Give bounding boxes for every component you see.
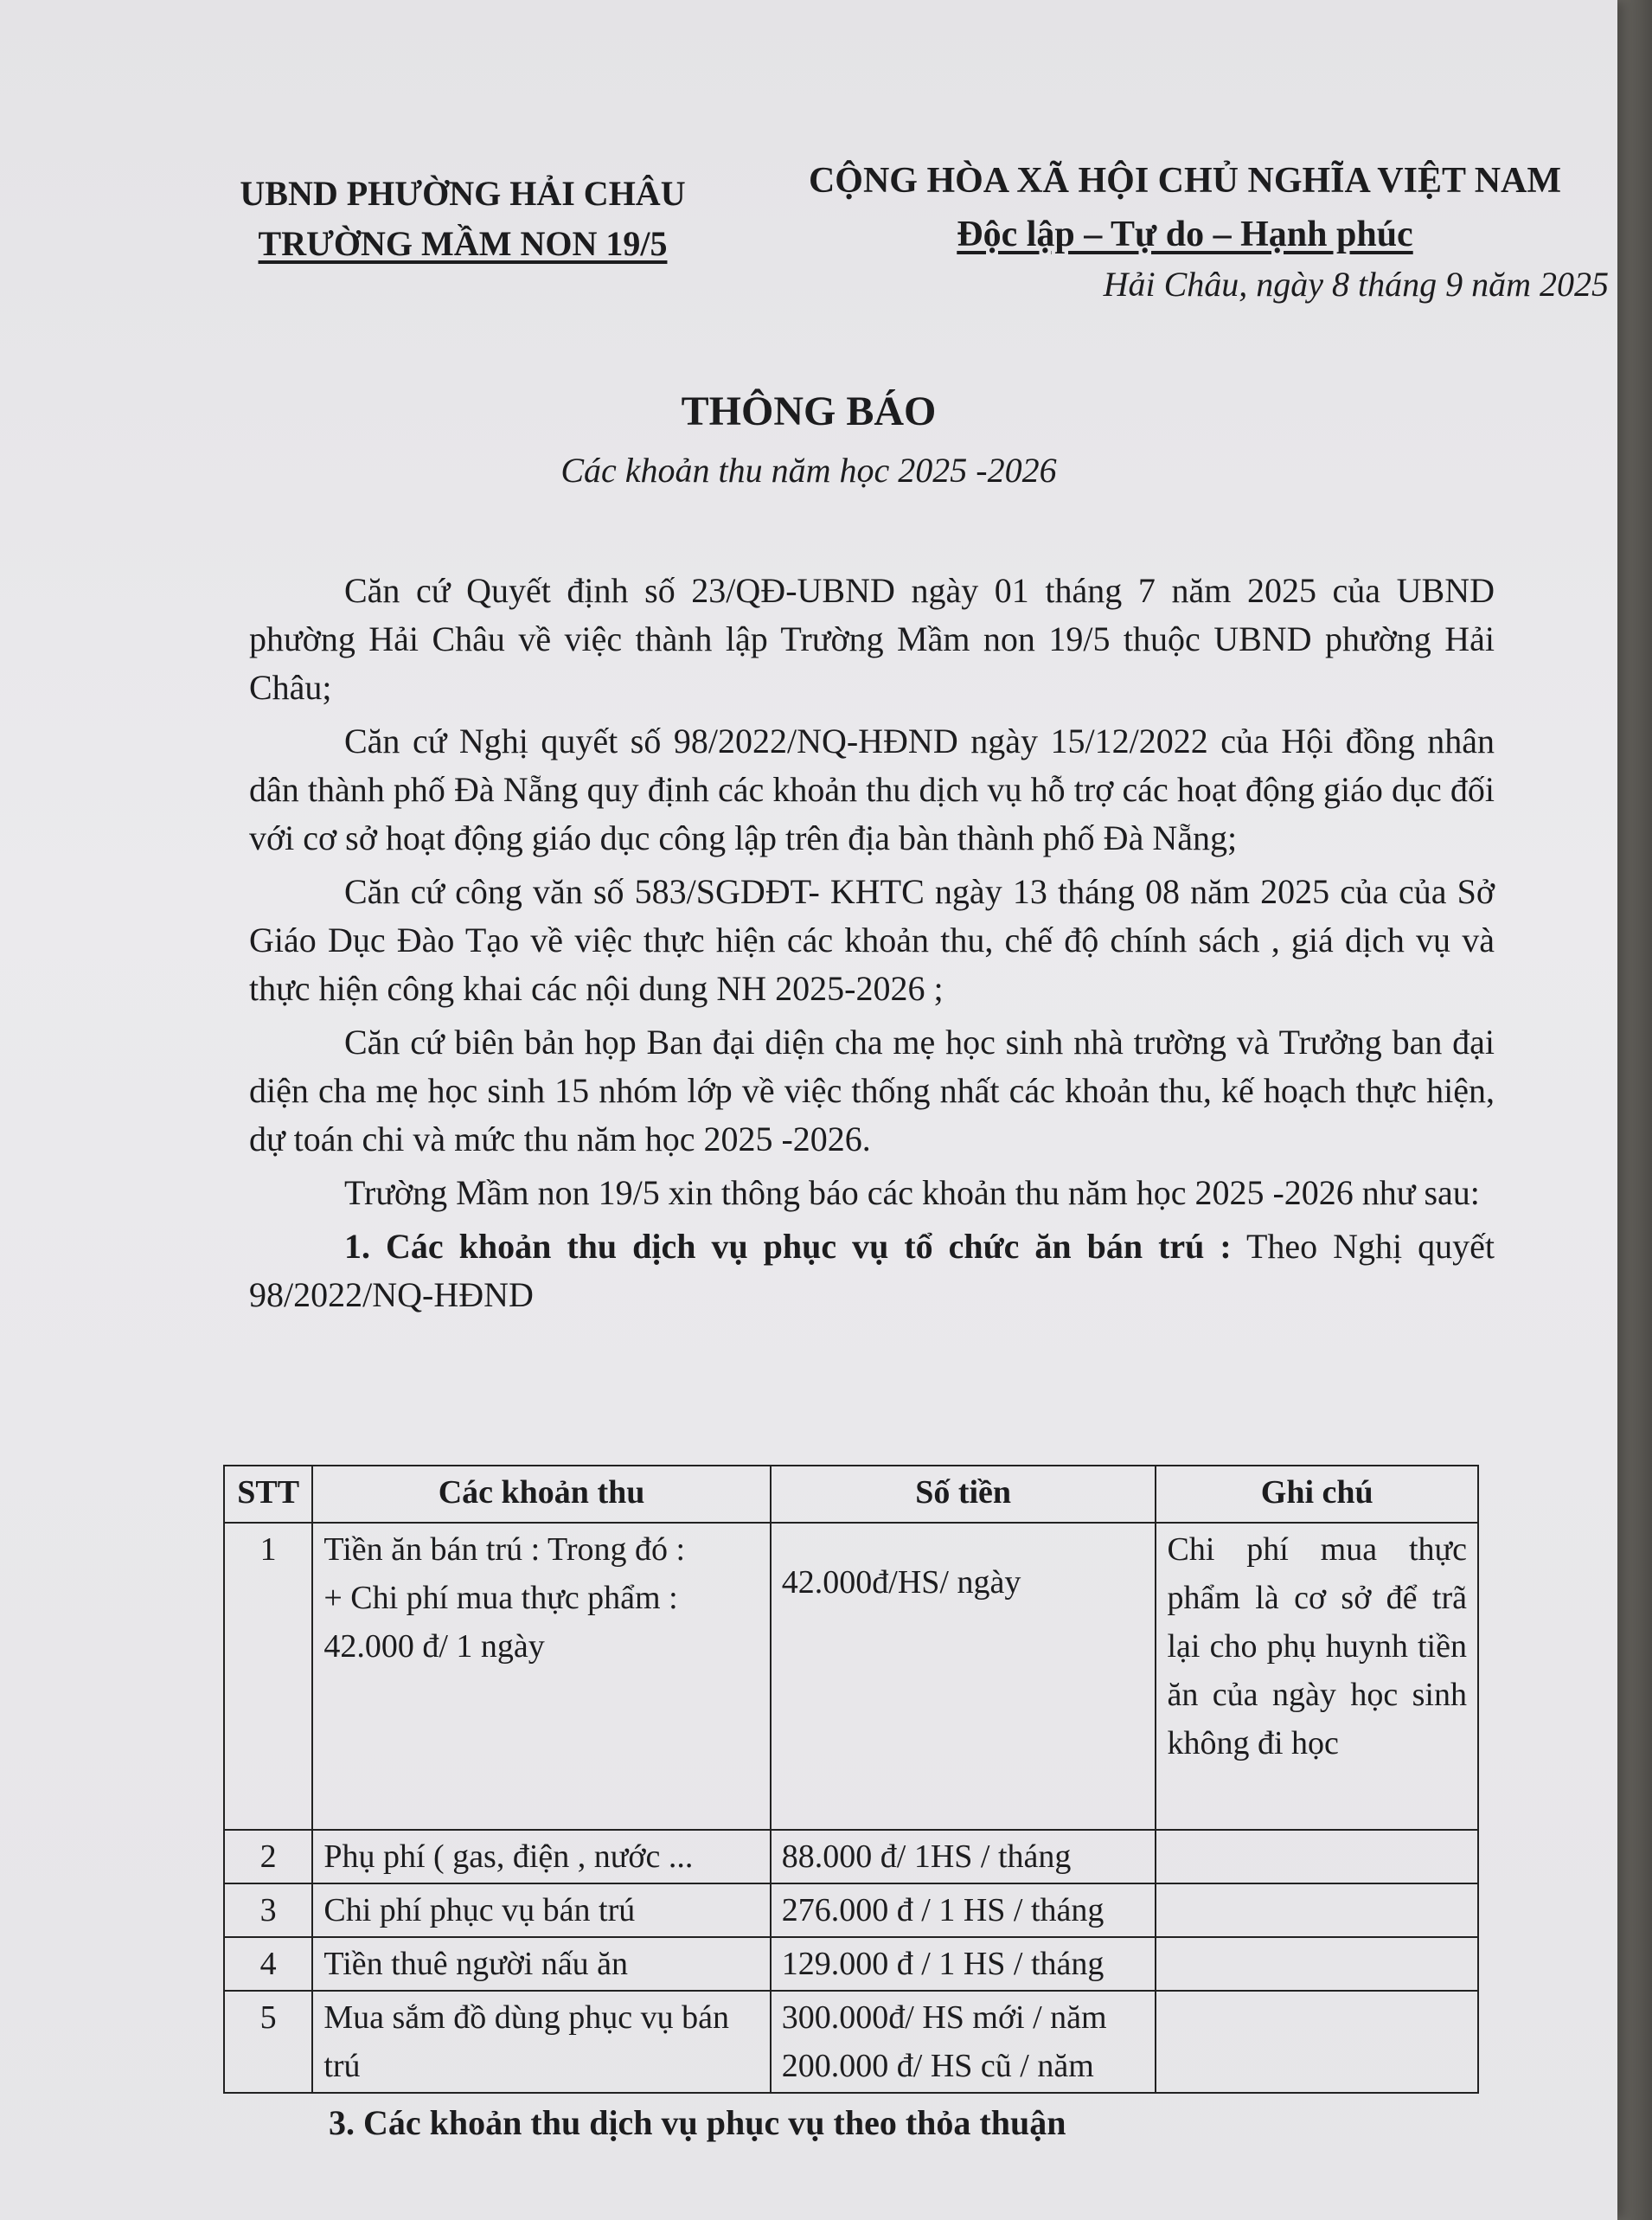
row-note [1156,1937,1478,1991]
document-subtitle: Các khoản thu năm học 2025 -2026 [560,451,1057,490]
amount-line: 300.000đ/ HS mới / năm [781,1999,1107,2036]
table-row [224,1883,1478,1937]
paragraph: Căn cứ biên bản họp Ban đại diện cha mẹ học sinh nhà trường và Trưởng ban đại diện cha mẹ học sinh 15 nhóm lớp về việc thống nhất các khoản thu, kế hoạch thực hiện, dự toán chi và mức thu năm học 2025 -2026. [249,1023,1495,1158]
paragraph: Căn cứ Quyết định số 23/QĐ-UBND ngày 01 tháng 7 năm 2025 của UBND phường Hải Châu về việc thành lập Trường Mầm non 19/5 thuộc UBND phường Hải Châu; [249,571,1495,707]
national-title [761,154,1609,261]
authority-name: UBND PHƯỜNG HẢI CHÂU [240,174,686,213]
item-line: Tiền thuê người nấu ăn [323,1946,629,1982]
col-header-stt: STT [224,1466,312,1523]
row-stt: 4 [224,1937,312,1991]
table-header-row [224,1466,1478,1523]
section-1-heading [249,1222,1495,1319]
table-row [224,1937,1478,1991]
table-row [224,1523,1478,1830]
item-line: Mua sắm đồ dùng phục vụ bán trú [323,1999,729,2084]
row-note [1156,1830,1478,1883]
row-stt: 3 [224,1883,312,1937]
row-amount [771,1991,1156,2093]
table-row [224,1830,1478,1883]
country-name: CỘNG HÒA XÃ HỘI CHỦ NGHĨA VIỆT NAM [808,161,1562,201]
row-note: Chi phí mua thực phẩm là cơ sở để trã lại cho phụ huynh tiền ăn của ngày học sinh không đi học [1156,1523,1478,1830]
amount-line: 88.000 đ/ 1HS / tháng [781,1838,1072,1875]
document-title: THÔNG BÁO [681,388,937,434]
document-body [249,567,1495,1319]
row-stt: 5 [224,1991,312,2093]
row-stt: 2 [224,1830,312,1883]
fees-table [223,1465,1479,2094]
row-amount [771,1523,1156,1830]
row-note [1156,1991,1478,2093]
amount-line: 200.000 đ/ HS cũ / năm [781,2048,1094,2084]
col-header-amount: Số tiền [771,1466,1156,1523]
row-item [312,1937,770,1991]
row-item [312,1830,770,1883]
item-line: + Chi phí mua thực phẩm : 42.000 đ/ 1 ngày [323,1580,678,1665]
row-item [312,1991,770,2093]
section-1-reference: Theo Nghị quyết 98/2022/NQ-HĐND [249,1227,1495,1314]
motto: Độc lập – Tự do – Hạnh phúc [957,215,1413,254]
issuing-authority [229,169,696,269]
paragraph: Trường Mầm non 19/5 xin thông báo các khoản thu năm học 2025 -2026 như sau: [344,1173,1480,1212]
row-item [312,1883,770,1937]
table-row [224,1991,1478,2093]
paragraph: Căn cứ Nghị quyết số 98/2022/NQ-HĐND ngày 15/12/2022 của Hội đồng nhân dân thành phố Đà Nẵng quy định các khoản thu dịch vụ hỗ trợ các hoạt động giáo dục đối với cơ sở hoạt động giáo dục công lập trên địa bàn thành phố Đà Nẵng; [249,722,1495,857]
date-line: Hải Châu, ngày 8 tháng 9 năm 2025 [1103,265,1609,304]
amount-line: 129.000 đ / 1 HS / tháng [781,1946,1105,1982]
col-header-item: Các khoản thu [312,1466,770,1523]
row-item [312,1523,770,1830]
item-line: Phụ phí ( gas, điện , nước ... [323,1838,694,1875]
item-line: Chi phí phục vụ bán trú [323,1892,636,1928]
col-header-note: Ghi chú [1156,1466,1478,1523]
item-line: Tiền ăn bán trú : Trong đó : [323,1531,686,1568]
section-1-title: 1. Các khoản thu dịch vụ phục vụ tổ chức ăn bán trú : [344,1227,1232,1266]
paragraph: Căn cứ công văn số 583/SGDĐT- KHTC ngày 13 tháng 08 năm 2025 của của Sở Giáo Dục Đào Tạo về việc thực hiện các khoản thu, chế độ chính sách , giá dịch vụ và thực hiện công khai các nội dung NH 2025-2026 ; [249,872,1495,1008]
row-amount [771,1830,1156,1883]
row-note [1156,1883,1478,1937]
school-name: TRƯỜNG MẦM NON 19/5 [258,224,668,263]
section-3-heading: 3. Các khoản thu dịch vụ phục vụ theo thỏa thuận [329,2103,1066,2142]
row-amount [771,1883,1156,1937]
amount-line: 42.000đ/HS/ ngày [781,1564,1021,1601]
row-amount [771,1937,1156,1991]
row-stt: 1 [224,1523,312,1830]
amount-line: 276.000 đ / 1 HS / tháng [781,1892,1105,1928]
